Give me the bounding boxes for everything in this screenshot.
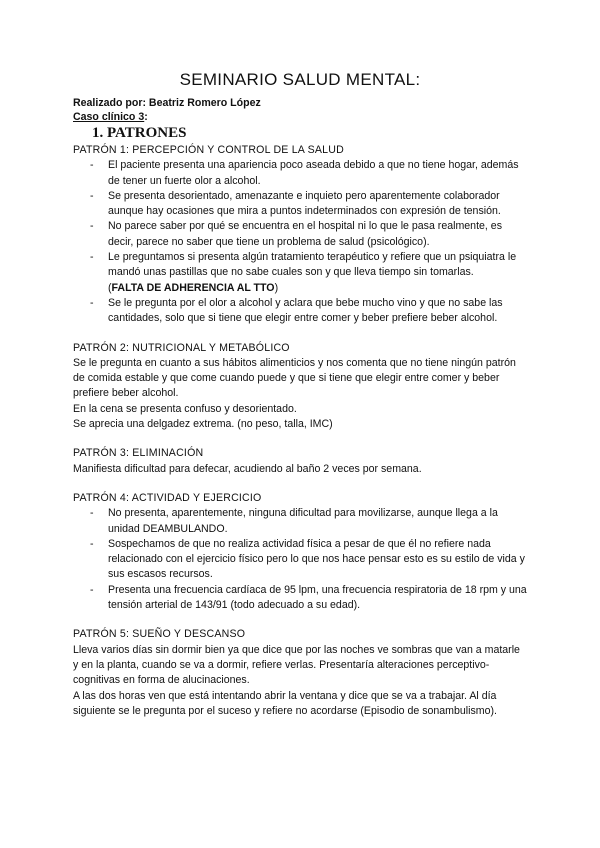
note-close: ) xyxy=(274,281,279,294)
note-open: ( xyxy=(108,281,112,294)
pattern-1-title: PATRÓN 1: PERCEPCIÓN Y CONTROL DE LA SALUD xyxy=(73,144,344,156)
pattern-5-title: PATRÓN 5: SUEÑO Y DESCANSO xyxy=(73,628,246,641)
paragraph: Manifiesta dificultad para defecar, acudiendo al baño 2 veces por semana. xyxy=(73,462,422,475)
list-item: - Presenta una frecuencia cardíaca de 95 lpm, una frecuencia respiratoria de 18 rpm y una tensión arterial de 143/91 (todo adecuado a su edad). xyxy=(73,583,528,614)
list-item: - No presenta, aparentemente, ninguna dificultad para movilizarse, aunque llega a la unidad DEAMBULANDO. xyxy=(73,506,528,537)
pattern-4-list xyxy=(73,506,528,613)
pattern-2-title: PATRÓN 2: NUTRICIONAL Y METABÓLICO xyxy=(73,341,290,354)
paragraph: Se aprecia una delgadez extrema. (no peso, talla, IMC) xyxy=(73,418,333,431)
paragraph: Se le pregunta en cuanto a sus hábitos alimenticios y nos comenta que no tiene ningún patrón de comida estable y que come cuando puede y que si tiene que elegir entre comer y beber prefiere beber alcohol. xyxy=(73,356,516,400)
case-label: Caso clínico 3 xyxy=(73,111,145,123)
list-item: - Sospechamos de que no realiza actividad física a pesar de que él no refiere nada relacionado con el ejercicio físico pero lo que nos hace pensar esto es su estilo de vida y sus escasos recursos. xyxy=(73,537,528,583)
paragraph: Lleva varios días sin dormir bien ya que dice que por las noches ve sombras que van a matarle y en la planta, cuando se va a dormir, refiere verlas. Presentaría alteraciones perceptivo-cognitivas en forma de alucinaciones. xyxy=(73,643,520,687)
list-item: - Se presenta desorientado, amenazante e inquieto pero aparentemente colaborador aunque hay ocasiones que mira a puntos indeterminados con expresión de tensión. xyxy=(73,189,528,220)
pattern-3-title: PATRÓN 3: ELIMINACIÓN xyxy=(73,447,204,460)
document-body xyxy=(73,143,528,719)
list-item-text: Le preguntamos si presenta algún tratamiento terapéutico y refiere que un psiquiatra le mandó unas pastillas que no sabe cuales son y que lleva tiempo sin tomarlas. xyxy=(108,251,517,279)
list-item: - No parece saber por qué se encuentra en el hospital ni lo que le pasa realmente, es decir, parece no saber que tiene un problema de salud (psicológico). xyxy=(73,219,528,250)
list-item: - Se le pregunta por el olor a alcohol y aclara que bebe mucho vino y que no sabe las cantidades, solo que si tiene que elegir entre comer y beber prefiere beber alcohol. xyxy=(73,296,528,327)
page-title: SEMINARIO SALUD MENTAL: xyxy=(179,70,421,89)
pattern-4-title: PATRÓN 4: ACTIVIDAD Y EJERCICIO xyxy=(73,491,262,504)
adherence-note: FALTA DE ADHERENCIA AL TTO xyxy=(111,281,275,294)
case-line xyxy=(73,110,148,125)
list-item: - El paciente presenta una apariencia poco aseada debido a que no tiene hogar, además de tener un fuerte olor a alcohol. xyxy=(73,158,528,189)
paragraph: A las dos horas ven que está intentando abrir la ventana y dice que se va a trabajar. Al día siguiente se le pregunta por el suceso y refiere no acordarse (Episodio de sonambulismo). xyxy=(73,689,497,717)
case-suffix: : xyxy=(144,111,148,123)
pattern-1-list xyxy=(73,158,528,326)
paragraph: En la cena se presenta confuso y desorientado. xyxy=(73,402,297,415)
list-item xyxy=(73,250,528,296)
author-line: Realizado por: Beatriz Romero López xyxy=(73,97,261,109)
section-heading: 1. PATRONES xyxy=(92,125,187,141)
